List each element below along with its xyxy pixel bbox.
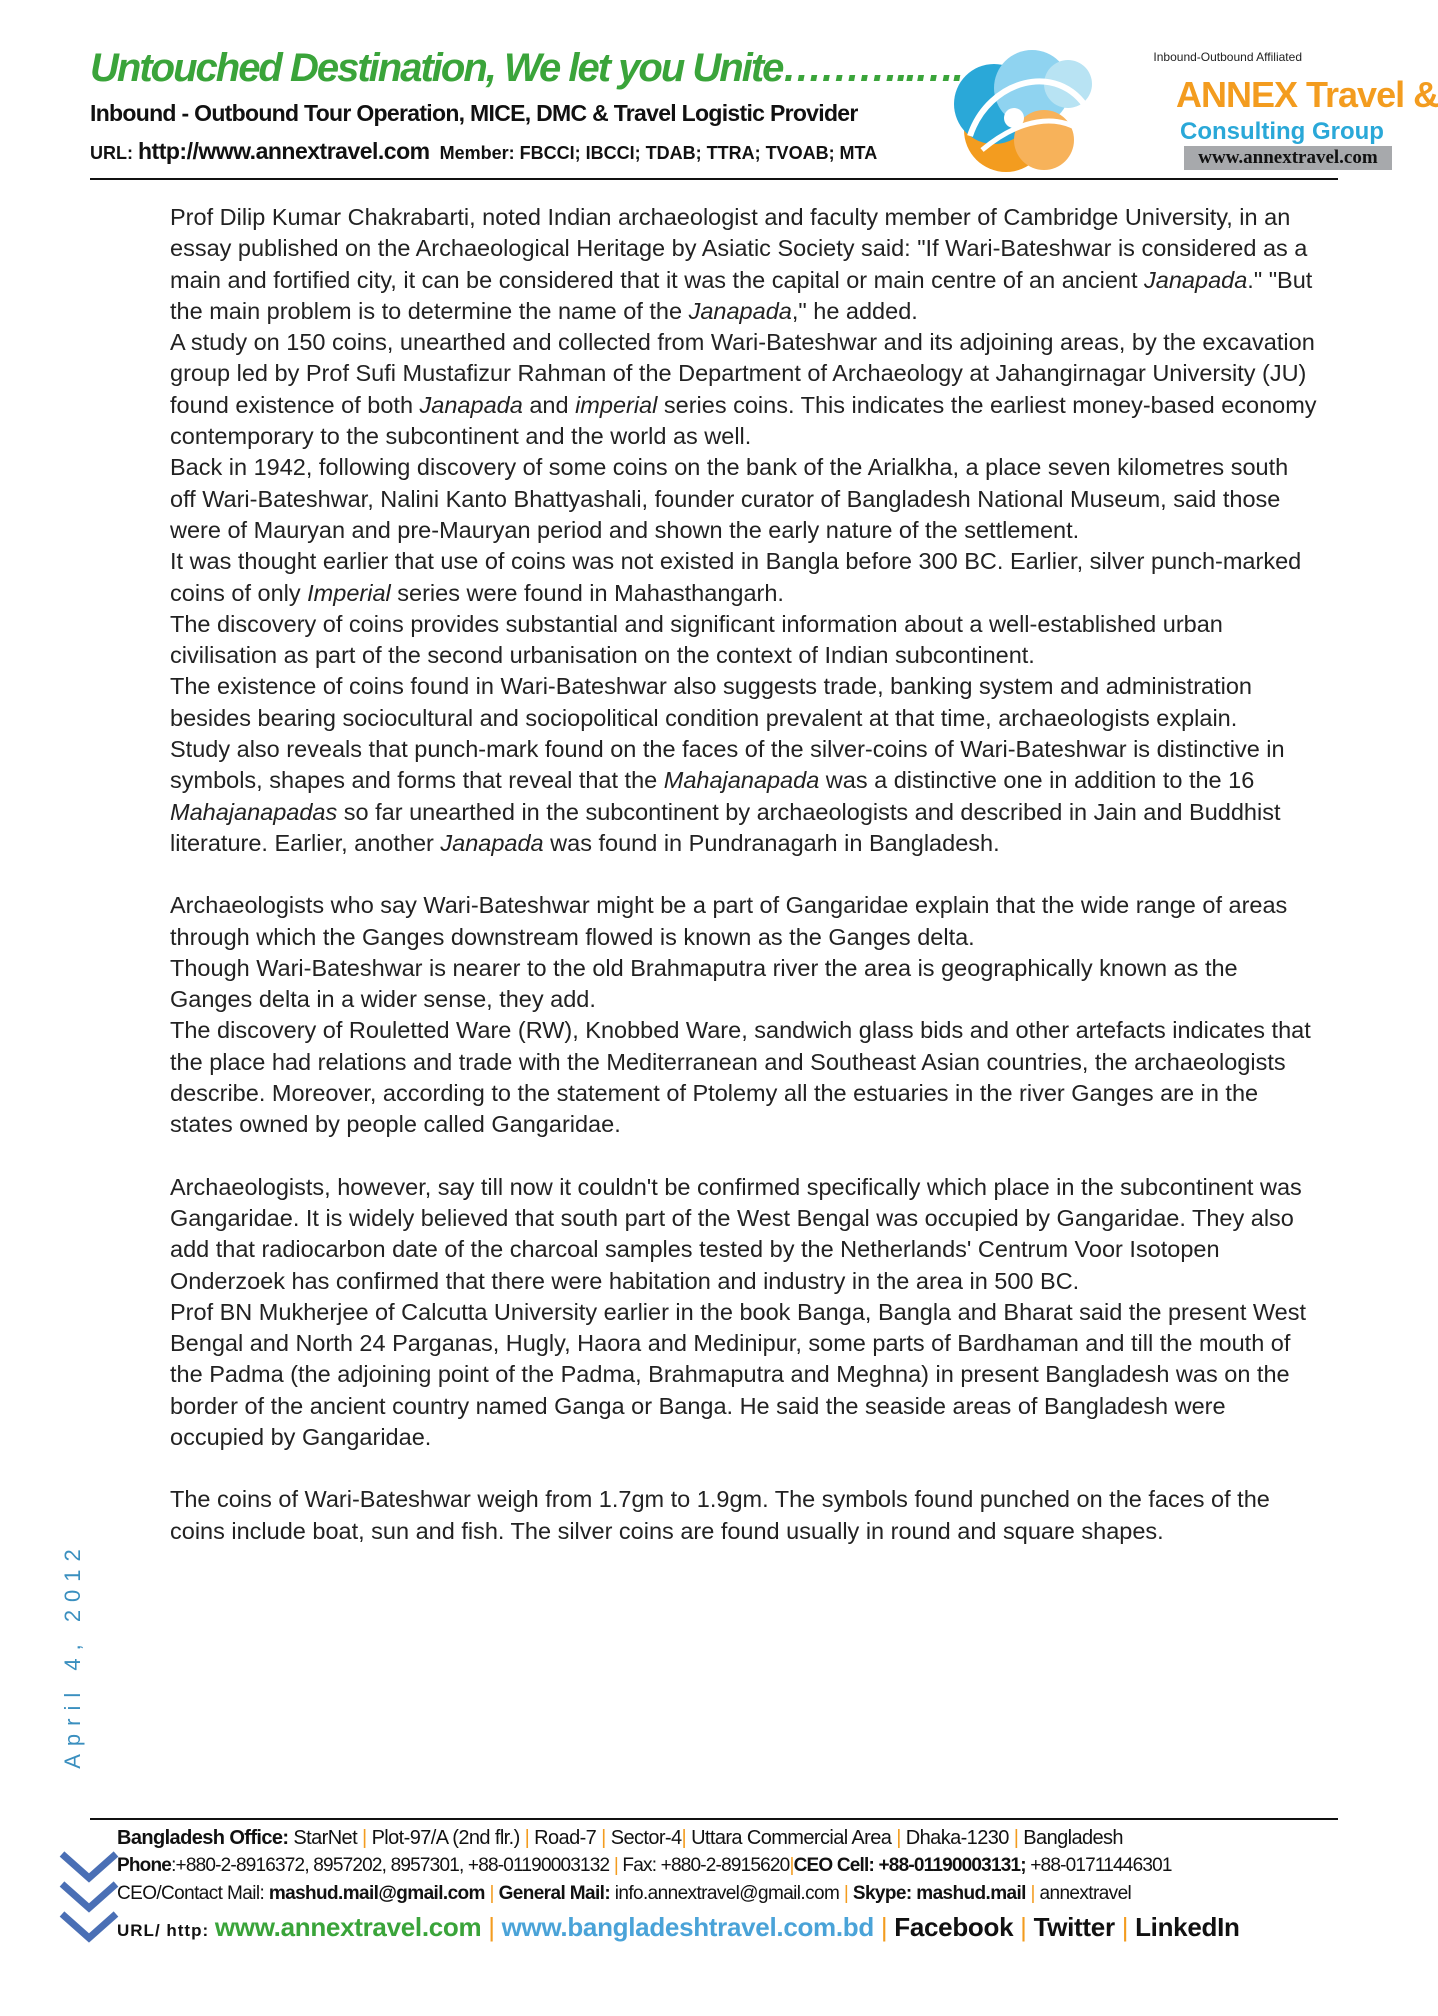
footer-url-bangladeshtravel[interactable]: www.bangladeshtravel.com.bd xyxy=(501,1912,874,1942)
footer-mail-line: CEO/Contact Mail: mashud.mail@gmail.com | General Mail: info.annextravel@gmail.com | Skype: mashud.mail | annextravel xyxy=(117,1883,1132,1904)
article-body xyxy=(170,202,1320,1547)
paragraph: The existence of coins found in Wari-Bateshwar also suggests trade, banking system and administration besides bearing sociocultural and sociopolitical condition prevalent at that time, archaeologists explain. xyxy=(170,673,1252,731)
paragraph: It was thought earlier that use of coins was not existed in Bangla before 300 BC. Earlier, silver punch-marked coins of only Imperial series were found in Mahasthangarh. xyxy=(170,548,1302,606)
tagline: Untouched Destination, We let you Unite………..…. xyxy=(90,46,962,90)
paragraph: The coins of Wari-Bateshwar weigh from 1.7gm to 1.9gm. The symbols found punched on the faces of the coins include boat, sun and fish. The silver coins are found usually in round and square shapes. xyxy=(170,1486,1270,1544)
brand-name: ANNEX Travel & xyxy=(1176,74,1438,115)
footer-url-annextravel[interactable]: www.annextravel.com xyxy=(214,1912,482,1942)
affiliation-label: Inbound-Outbound Affiliated xyxy=(1153,50,1302,64)
header-url-link[interactable]: http://www.annextravel.com xyxy=(138,138,430,164)
brand-subname: Consulting Group xyxy=(1180,118,1384,145)
paragraph: A study on 150 coins, unearthed and collected from Wari-Bateshwar and its adjoining areas, by the excavation group led by Prof Sufi Mustafizur Rahman of the Department of Archaeology at Jahangirnagar University (JU) found existence of both Janapada and imperial series coins. This indicates the earliest money-based economy contemporary to the subcontinent and the world as well. xyxy=(170,329,1317,450)
side-date-text: April 4, 2012 xyxy=(60,1541,85,1769)
side-date xyxy=(53,1540,93,1770)
membership-list: Member: FBCCI; IBCCI; TDAB; TTRA; TVOAB; MTA xyxy=(439,143,878,163)
paragraph: Though Wari-Bateshwar is nearer to the old Brahmaputra river the area is geographically known as the Ganges delta in a wider sense, they add. xyxy=(170,954,1238,1013)
brand-website: www.annextravel.com xyxy=(1184,146,1392,170)
paragraph: The discovery of coins provides substantial and significant information about a well-established urban civilisation as part of the second urbanisation on the context of Indian subcontinent. xyxy=(170,610,1223,669)
footer-phone-line: Phone:+880-2-8916372, 8957202, 8957301, +88-01190003132 | Fax: +880-2-8915620|CEO Cell: +88-01190003131; +88-01711446301 xyxy=(117,1855,1172,1876)
general-mail-link[interactable]: info.annextravel@gmail.com xyxy=(614,1883,844,1904)
twitter-link[interactable]: Twitter xyxy=(1033,1912,1115,1942)
paragraph: Archaeologists who say Wari-Bateshwar might be a part of Gangaridae explain that the wide range of areas through which the Ganges downstream flowed is known as the Ganges delta. xyxy=(170,892,1288,950)
footer-office-line: Bangladesh Office: StarNet | Plot-97/A (2nd flr.) | Road-7 | Sector-4| Uttara Commercial Area | Dhaka-1230 | Bangladesh xyxy=(117,1827,1123,1849)
linkedin-link[interactable]: LinkedIn xyxy=(1135,1912,1240,1942)
facebook-link[interactable]: Facebook xyxy=(894,1912,1014,1942)
company-logo xyxy=(948,40,1438,172)
header-divider xyxy=(90,178,1338,180)
footer-links-line: URL/ http: www.annextravel.com | www.bangladeshtravel.com.bd | Facebook | Twitter | LinkedIn xyxy=(117,1912,1240,1942)
paragraph: Back in 1942, following discovery of some coins on the bank of the Arialkha, a place seven kilometres south off Wari-Bateshwar, Nalini Kanto Bhattyashali, founder curator of Bangladesh National Museum, said those were of Mauryan and pre-Mauryan period and shown the early nature of the settlement. xyxy=(170,454,1289,543)
header-url-line xyxy=(90,138,877,165)
logo-circles-graphic xyxy=(948,40,1188,172)
contact-mail-link[interactable]: mashud.mail@gmail.com xyxy=(268,1883,485,1904)
paragraph: The discovery of Rouletted Ware (RW), Knobbed Ware, sandwich glass bids and other artefacts indicates that the place had relations and trade with the Mediterranean and Southeast Asian countries, the archaeologists describe. Moreover, according to the statement of Ptolemy all the estuaries in the river Ganges are in the states owned by people called Gangaridae. xyxy=(170,1017,1311,1138)
paragraph: Study also reveals that punch-mark found on the faces of the silver-coins of Wari-Bateshwar is distinctive in symbols, shapes and forms that reveal that the Mahajanapada was a distinctive one in addition to the 16 Mahajanapadas so far unearthed in the subcontinent by archaeologists and described in Jain and Buddhist literature. Earlier, another Janapada was found in Pundranagarh in Bangladesh. xyxy=(170,736,1285,856)
paragraph: Archaeologists, however, say till now it couldn't be confirmed specifically which place in the subcontinent was Gangaridae. It is widely believed that south part of the West Bengal was occupied by Gangaridae. They also add that radiocarbon date of the charcoal samples tested by the Netherlands' Centrum Voor Isotopen Onderzoek has confirmed that there were habitation and industry in the area in 500 BC. xyxy=(170,1173,1302,1294)
chevron-down-icon xyxy=(58,1848,120,1948)
paragraph: Prof BN Mukherjee of Calcutta University earlier in the book Banga, Bangla and Bharat said the present West Bengal and North 24 Parganas, Hugly, Haora and Medinipur, some parts of Bardhaman and till the mouth of the Padma (the adjoining point of the Padma, Brahmaputra and Meghna) in present Bangladesh was on the border of the ancient country named Ganga or Banga. He said the seaside areas of Bangladesh were occupied by Gangaridae. xyxy=(170,1298,1307,1450)
footer-contact xyxy=(117,1824,1347,1946)
footer-divider xyxy=(90,1818,1338,1820)
paragraph: Prof Dilip Kumar Chakrabarti, noted Indian archaeologist and faculty member of Cambridge University, in an essay published on the Archaeological Heritage by Asiatic Society said: "If Wari-Bateshwar is considered as a main and fortified city, it can be considered that it was the capital or main centre of an ancient Janapada." "But the main problem is to determine the name of the Janapada," he added. xyxy=(170,204,1313,324)
letterhead xyxy=(88,40,1438,180)
company-subtitle: Inbound - Outbound Tour Operation, MICE, DMC & Travel Logistic Provider xyxy=(90,100,858,126)
url-label: URL: xyxy=(90,143,138,163)
